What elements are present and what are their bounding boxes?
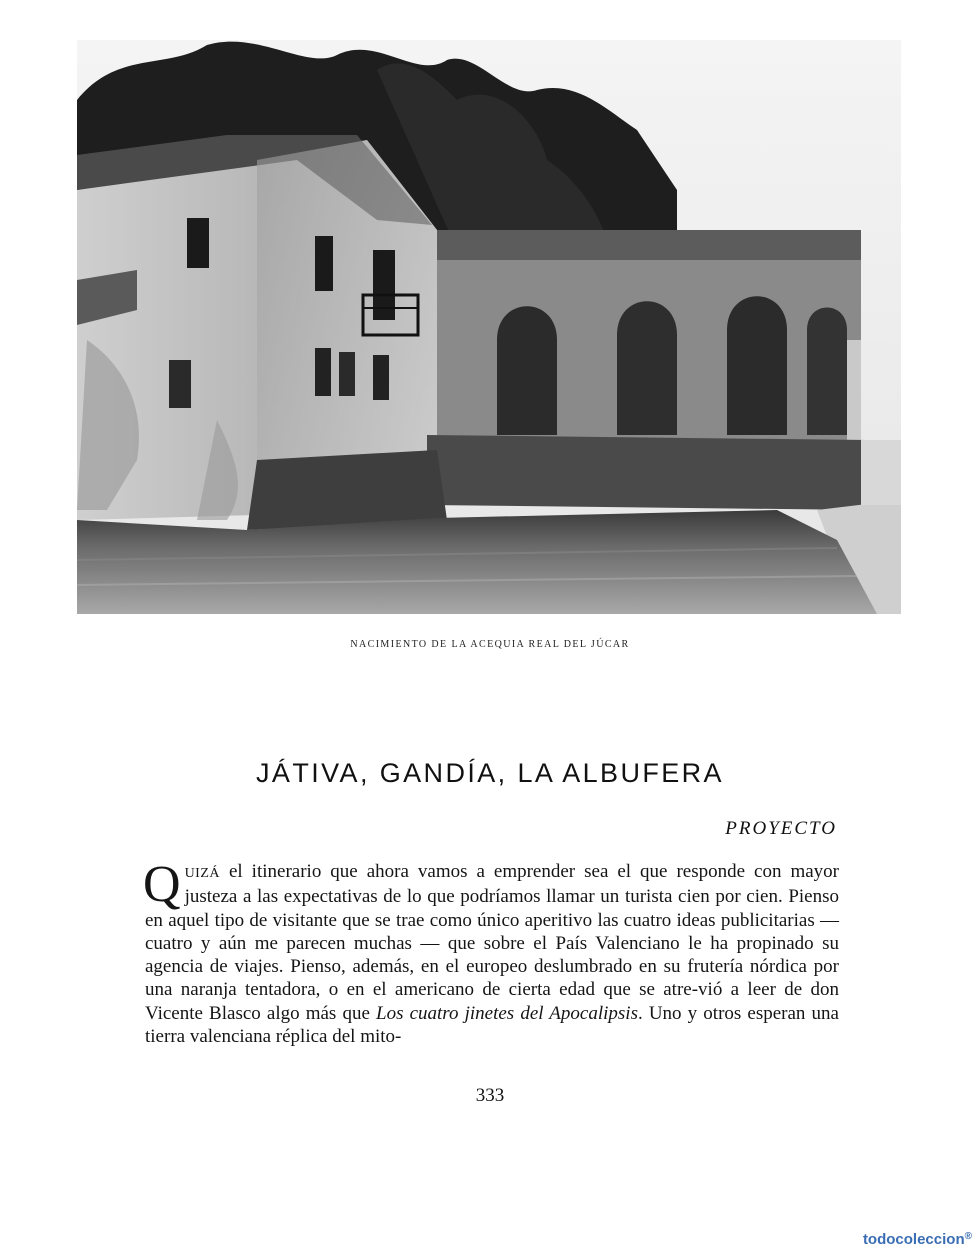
body-text-part-1: el itinerario que ahora vamos a emprender sea el que responde con mayor justeza a las expectativas de lo que podríamos llamar un turista cien por cien. Pienso en aquel tipo de visitante que se trae como único aperitivo las cuatro ideas publicitarias — cuatro y aún me parecen muchas — que sobre el País Valenciano le ha propinado su agencia de viajes. Pienso, además, en el europeo deslumbrado en su frutería nórdica por una naranja tentadora, o en el americano de cierta edad que se atre-vió a leer de don Vicente Blasco algo más que: [145, 861, 839, 1024]
section-subtitle: PROYECTO: [725, 818, 837, 839]
chapter-title: JÁTIVA, GANDÍA, LA ALBUFERA: [256, 758, 724, 788]
page-photo: [77, 40, 901, 614]
watermark-text: todocoleccion: [862, 1231, 965, 1248]
page-number: 333: [475, 1085, 505, 1106]
small-caps-lead: UIZÁ: [184, 866, 220, 881]
watermark: [863, 1231, 972, 1248]
body-text-part-2: . Uno y otros esperan una tierra valenciana réplica del mito-: [145, 1002, 839, 1048]
book-title: Los cuatro jinetes del Apocalipsis: [376, 1002, 638, 1024]
drop-cap: Q: [143, 856, 181, 913]
watermark-mark: ®: [964, 1231, 972, 1242]
photo-caption: NACIMIENTO DE LA ACEQUIA REAL DEL JÚCAR: [350, 639, 630, 650]
body-paragraph: [143, 856, 839, 1048]
